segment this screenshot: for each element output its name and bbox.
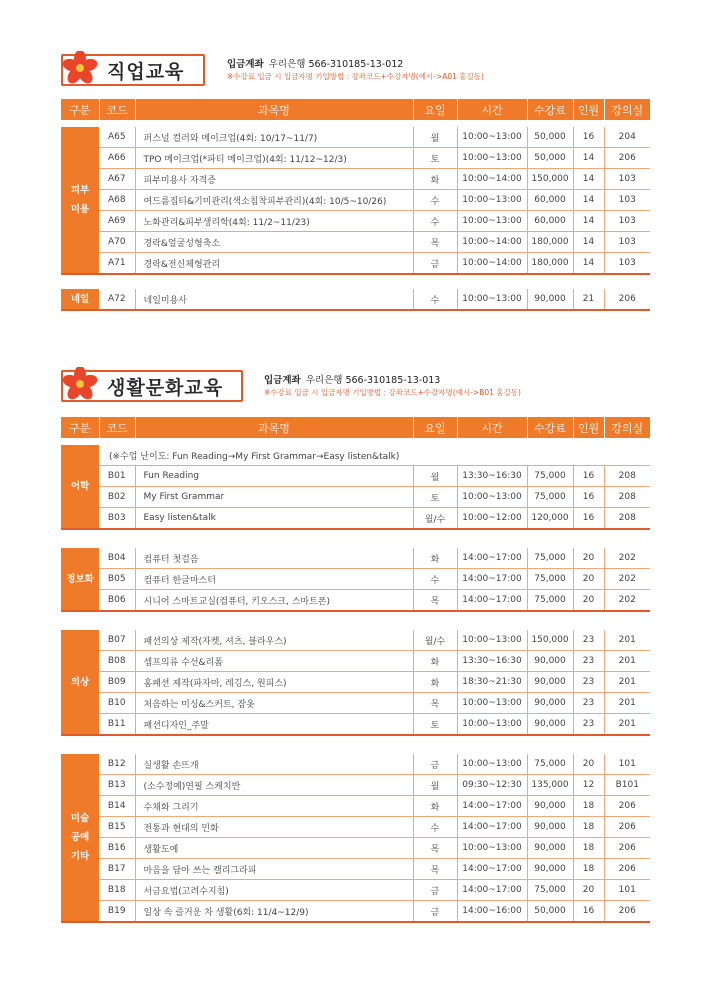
course-room: B101: [604, 775, 650, 796]
course-name: 퍼스널 컬러와 메이크업(4회: 10/17~11/7): [135, 127, 413, 148]
course-time: 14:00~17:00: [457, 817, 527, 838]
course-capacity: 14: [573, 169, 604, 190]
course-capacity: 23: [573, 714, 604, 736]
course-name: 처음하는 미싱&스커트, 잠옷: [135, 693, 413, 714]
job-title-box: [61, 54, 205, 86]
course-fee: 75,000: [527, 880, 573, 901]
course-day: 화: [413, 651, 457, 672]
course-capacity: 23: [573, 651, 604, 672]
course-day: 목: [413, 838, 457, 859]
table-row: [61, 232, 650, 253]
course-fee: 90,000: [527, 796, 573, 817]
spacer-row: [61, 611, 650, 630]
table-row: [61, 693, 650, 714]
course-time: 14:00~17:00: [457, 548, 527, 569]
course-name: 컴퓨터 한글마스터: [135, 569, 413, 590]
course-time: 14:00~17:00: [457, 590, 527, 612]
course-capacity: 16: [573, 901, 604, 923]
course-day: 목: [413, 859, 457, 880]
table-row: [61, 569, 650, 590]
course-code: B07: [99, 630, 135, 651]
life-title: 생활문화교육: [107, 376, 224, 399]
course-time: 10:00~13:00: [457, 148, 527, 169]
column-header: 시간: [457, 417, 527, 438]
course-capacity: 18: [573, 796, 604, 817]
course-code: B12: [99, 754, 135, 775]
course-time: 14:00~17:00: [457, 880, 527, 901]
course-capacity: 16: [573, 127, 604, 148]
course-time: 10:00~13:00: [457, 289, 527, 310]
flower-icon: [59, 367, 103, 401]
course-code: B03: [99, 508, 135, 530]
table-row: [61, 548, 650, 569]
category-label: 어학: [61, 445, 99, 529]
course-room: 208: [604, 508, 650, 530]
table-row: [61, 211, 650, 232]
course-code: B02: [99, 487, 135, 508]
course-name: 서금요법(고려수지침): [135, 880, 413, 901]
life-account: [264, 372, 440, 386]
course-time: 09:30~12:30: [457, 775, 527, 796]
course-fee: 75,000: [527, 466, 573, 487]
course-room: 103: [604, 190, 650, 211]
course-time: 10:00~13:00: [457, 838, 527, 859]
job-account: [227, 56, 403, 70]
course-code: A65: [99, 127, 135, 148]
course-name: 수채화 그리기: [135, 796, 413, 817]
column-header: 강의실: [604, 99, 650, 120]
course-time: 14:00~17:00: [457, 859, 527, 880]
spacer-row: [61, 529, 650, 548]
course-code: B17: [99, 859, 135, 880]
table-row: [61, 487, 650, 508]
column-header: 인원: [573, 417, 604, 438]
course-name: 홈패션 제작(파자마, 레깅스, 원피스): [135, 672, 413, 693]
course-day: 목: [413, 232, 457, 253]
course-capacity: 14: [573, 211, 604, 232]
table-row: [61, 630, 650, 651]
spacer-cell: [61, 274, 650, 289]
spacer-row: [61, 735, 650, 754]
table-row: [61, 289, 650, 310]
course-name: 경락&얼굴성형축소: [135, 232, 413, 253]
course-day: 수: [413, 289, 457, 310]
course-name: 패션디자인_주말: [135, 714, 413, 736]
column-header: 시간: [457, 99, 527, 120]
course-day: 월: [413, 127, 457, 148]
difficulty-note: (※수업 난이도: Fun Reading→My First Grammar→Easy listen&talk): [99, 445, 650, 466]
job-table: [61, 99, 650, 311]
job-account-label: 입금계좌: [227, 59, 264, 70]
course-code: A67: [99, 169, 135, 190]
course-time: 14:00~17:00: [457, 569, 527, 590]
course-day: 월: [413, 466, 457, 487]
spacer-cell: [61, 529, 650, 548]
course-fee: 150,000: [527, 630, 573, 651]
table-row: [61, 714, 650, 736]
life-title-box: [61, 370, 243, 402]
course-room: 201: [604, 714, 650, 736]
course-room: 204: [604, 127, 650, 148]
course-fee: 120,000: [527, 508, 573, 530]
course-code: A72: [99, 289, 135, 310]
course-fee: 75,000: [527, 569, 573, 590]
course-fee: 90,000: [527, 289, 573, 310]
table-row: [61, 754, 650, 775]
table-row: [61, 838, 650, 859]
course-day: 수: [413, 569, 457, 590]
table-row: [61, 190, 650, 211]
course-fee: 90,000: [527, 838, 573, 859]
course-name: 전통과 현대의 민화: [135, 817, 413, 838]
course-room: 208: [604, 466, 650, 487]
course-code: A66: [99, 148, 135, 169]
course-name: 마음을 담아 쓰는 캘리그라피: [135, 859, 413, 880]
course-room: 202: [604, 569, 650, 590]
course-day: 월: [413, 775, 457, 796]
course-capacity: 16: [573, 487, 604, 508]
course-name: 여드름집티&기미관리(색소침착피부관리)(4회: 10/5~10/26): [135, 190, 413, 211]
table-header-row: [61, 417, 650, 438]
course-fee: 90,000: [527, 859, 573, 880]
course-day: 월/수: [413, 508, 457, 530]
course-room: 206: [604, 901, 650, 923]
course-room: 103: [604, 253, 650, 275]
category-label: 정보화: [61, 548, 99, 611]
course-code: B05: [99, 569, 135, 590]
course-code: A71: [99, 253, 135, 275]
life-account-label: 입금계좌: [264, 375, 301, 386]
table-row: [61, 169, 650, 190]
course-day: 토: [413, 714, 457, 736]
course-time: 10:00~13:00: [457, 693, 527, 714]
course-capacity: 16: [573, 508, 604, 530]
column-header: 수강료: [527, 99, 573, 120]
life-section-header: [61, 370, 651, 400]
course-capacity: 14: [573, 148, 604, 169]
course-room: 208: [604, 487, 650, 508]
course-day: 토: [413, 487, 457, 508]
column-header: 코드: [99, 99, 135, 120]
course-name: 노화관리&피부생리학(4회: 11/2~11/23): [135, 211, 413, 232]
course-capacity: 18: [573, 817, 604, 838]
spacer-cell: [61, 611, 650, 630]
course-room: 201: [604, 672, 650, 693]
course-room: 103: [604, 211, 650, 232]
table-row: [61, 148, 650, 169]
life-account-number: 우리은행 566-310185-13-013: [305, 375, 441, 386]
table-row: [61, 880, 650, 901]
spacer-row: [61, 438, 650, 445]
course-day: 금: [413, 253, 457, 275]
column-header: 코드: [99, 417, 135, 438]
table-row: [61, 796, 650, 817]
course-room: 202: [604, 590, 650, 612]
course-code: B16: [99, 838, 135, 859]
course-capacity: 14: [573, 190, 604, 211]
course-fee: 90,000: [527, 693, 573, 714]
job-account-number: 우리은행 566-310185-13-012: [268, 59, 404, 70]
course-capacity: 20: [573, 569, 604, 590]
course-time: 13:30~16:30: [457, 466, 527, 487]
spacer-cell: [61, 120, 650, 127]
life-table: [61, 417, 650, 923]
course-fee: 90,000: [527, 817, 573, 838]
course-day: 목: [413, 590, 457, 612]
course-name: 네일미용사: [135, 289, 413, 310]
course-capacity: 21: [573, 289, 604, 310]
course-day: 수: [413, 817, 457, 838]
column-header: 요일: [413, 417, 457, 438]
course-room: 103: [604, 232, 650, 253]
course-fee: 90,000: [527, 672, 573, 693]
table-header-row: [61, 99, 650, 120]
course-fee: 180,000: [527, 253, 573, 275]
course-code: B19: [99, 901, 135, 923]
course-fee: 75,000: [527, 590, 573, 612]
course-code: B09: [99, 672, 135, 693]
course-name: (소수정예)연필 스케치반: [135, 775, 413, 796]
course-fee: 50,000: [527, 901, 573, 923]
course-name: 일상 속 즐거운 차 생활(6회: 11/4~12/9): [135, 901, 413, 923]
course-fee: 90,000: [527, 714, 573, 736]
category-label: 피부 미용: [61, 127, 99, 274]
column-header: 인원: [573, 99, 604, 120]
course-time: 10:00~13:00: [457, 754, 527, 775]
course-day: 화: [413, 169, 457, 190]
course-room: 206: [604, 148, 650, 169]
course-capacity: 18: [573, 859, 604, 880]
course-fee: 180,000: [527, 232, 573, 253]
course-name: 컴퓨터 첫걸음: [135, 548, 413, 569]
course-fee: 60,000: [527, 211, 573, 232]
course-capacity: 20: [573, 880, 604, 901]
note-row: [61, 445, 650, 466]
course-room: 206: [604, 817, 650, 838]
spacer-row: [61, 274, 650, 289]
course-name: My First Grammar: [135, 487, 413, 508]
table-row: [61, 817, 650, 838]
course-fee: 50,000: [527, 127, 573, 148]
course-name: Easy listen&talk: [135, 508, 413, 530]
spacer-cell: [61, 735, 650, 754]
course-day: 월/수: [413, 630, 457, 651]
course-fee: 75,000: [527, 754, 573, 775]
column-header: 구분: [61, 99, 99, 120]
table-row: [61, 651, 650, 672]
table-row: [61, 590, 650, 612]
course-day: 화: [413, 548, 457, 569]
table-row: [61, 466, 650, 487]
course-capacity: 16: [573, 466, 604, 487]
course-code: B13: [99, 775, 135, 796]
course-capacity: 20: [573, 548, 604, 569]
course-fee: 75,000: [527, 487, 573, 508]
column-header: 요일: [413, 99, 457, 120]
course-code: B10: [99, 693, 135, 714]
job-section-header: [61, 54, 651, 84]
course-time: 10:00~13:00: [457, 487, 527, 508]
course-time: 10:00~12:00: [457, 508, 527, 530]
flower-icon: [59, 51, 103, 85]
course-code: B08: [99, 651, 135, 672]
course-fee: 90,000: [527, 651, 573, 672]
course-capacity: 14: [573, 253, 604, 275]
table-row: [61, 775, 650, 796]
course-time: 10:00~13:00: [457, 190, 527, 211]
course-name: 시니어 스마트교실(컴퓨터, 키오스크, 스마트폰): [135, 590, 413, 612]
category-label: 미술 공예 기타: [61, 754, 99, 922]
job-note: ※수강료 입금 시 입금자명 기입방법 : 강좌코드+수강자명(예시->A01 홍길동): [227, 72, 484, 81]
course-code: B04: [99, 548, 135, 569]
column-header: 강의실: [604, 417, 650, 438]
course-time: 18:30~21:30: [457, 672, 527, 693]
course-fee: 50,000: [527, 148, 573, 169]
course-time: 14:00~16:00: [457, 901, 527, 923]
category-label: 네일: [61, 289, 99, 310]
category-label: 의상: [61, 630, 99, 735]
life-note: ※수강료 입금 시 입금자명 기입방법 : 강좌코드+수강자명(예시->B01 홍길동): [264, 388, 521, 397]
course-code: A70: [99, 232, 135, 253]
course-capacity: 23: [573, 693, 604, 714]
course-time: 10:00~14:00: [457, 232, 527, 253]
spacer-row: [61, 120, 650, 127]
course-time: 14:00~17:00: [457, 796, 527, 817]
course-name: 피부미용사 자격증: [135, 169, 413, 190]
course-room: 101: [604, 754, 650, 775]
column-header: 과목명: [135, 99, 413, 120]
column-header: 수강료: [527, 417, 573, 438]
course-day: 금: [413, 901, 457, 923]
job-title: 직업교육: [107, 60, 185, 83]
course-time: 10:00~13:00: [457, 714, 527, 736]
course-code: A69: [99, 211, 135, 232]
course-name: Fun Reading: [135, 466, 413, 487]
course-capacity: 12: [573, 775, 604, 796]
course-time: 10:00~13:00: [457, 630, 527, 651]
course-name: 셈프의류 수선&리폼: [135, 651, 413, 672]
course-code: B18: [99, 880, 135, 901]
course-fee: 60,000: [527, 190, 573, 211]
table-row: [61, 901, 650, 923]
course-capacity: 20: [573, 754, 604, 775]
course-time: 13:30~16:30: [457, 651, 527, 672]
course-day: 화: [413, 796, 457, 817]
course-time: 10:00~14:00: [457, 169, 527, 190]
course-capacity: 23: [573, 672, 604, 693]
course-day: 목: [413, 693, 457, 714]
table-row: [61, 253, 650, 275]
course-time: 10:00~13:00: [457, 211, 527, 232]
column-header: 구분: [61, 417, 99, 438]
course-day: 금: [413, 880, 457, 901]
course-name: 생활도예: [135, 838, 413, 859]
table-row: [61, 127, 650, 148]
course-room: 206: [604, 859, 650, 880]
course-name: 패션의상 제작(자켓, 셔츠, 블라우스): [135, 630, 413, 651]
course-code: A68: [99, 190, 135, 211]
course-day: 금: [413, 754, 457, 775]
course-time: 10:00~13:00: [457, 127, 527, 148]
course-fee: 135,000: [527, 775, 573, 796]
course-day: 수: [413, 211, 457, 232]
course-room: 201: [604, 693, 650, 714]
table-row: [61, 672, 650, 693]
spacer-cell: [61, 438, 650, 445]
course-day: 화: [413, 672, 457, 693]
course-room: 202: [604, 548, 650, 569]
course-room: 101: [604, 880, 650, 901]
course-room: 206: [604, 289, 650, 310]
course-day: 토: [413, 148, 457, 169]
course-name: TPO 메이크업(*파티 메이크업)(4회: 11/12~12/3): [135, 148, 413, 169]
course-capacity: 18: [573, 838, 604, 859]
table-row: [61, 508, 650, 530]
course-capacity: 23: [573, 630, 604, 651]
course-room: 201: [604, 630, 650, 651]
course-room: 201: [604, 651, 650, 672]
course-day: 수: [413, 190, 457, 211]
course-name: 경락&전신체형관리: [135, 253, 413, 275]
course-fee: 150,000: [527, 169, 573, 190]
course-code: B14: [99, 796, 135, 817]
course-capacity: 20: [573, 590, 604, 612]
course-room: 103: [604, 169, 650, 190]
course-time: 10:00~14:00: [457, 253, 527, 275]
course-code: B15: [99, 817, 135, 838]
course-name: 실생활 손뜨개: [135, 754, 413, 775]
course-code: B11: [99, 714, 135, 736]
course-capacity: 14: [573, 232, 604, 253]
column-header: 과목명: [135, 417, 413, 438]
course-code: B06: [99, 590, 135, 612]
course-code: B01: [99, 466, 135, 487]
course-room: 206: [604, 796, 650, 817]
course-room: 206: [604, 838, 650, 859]
course-fee: 75,000: [527, 548, 573, 569]
table-row: [61, 859, 650, 880]
